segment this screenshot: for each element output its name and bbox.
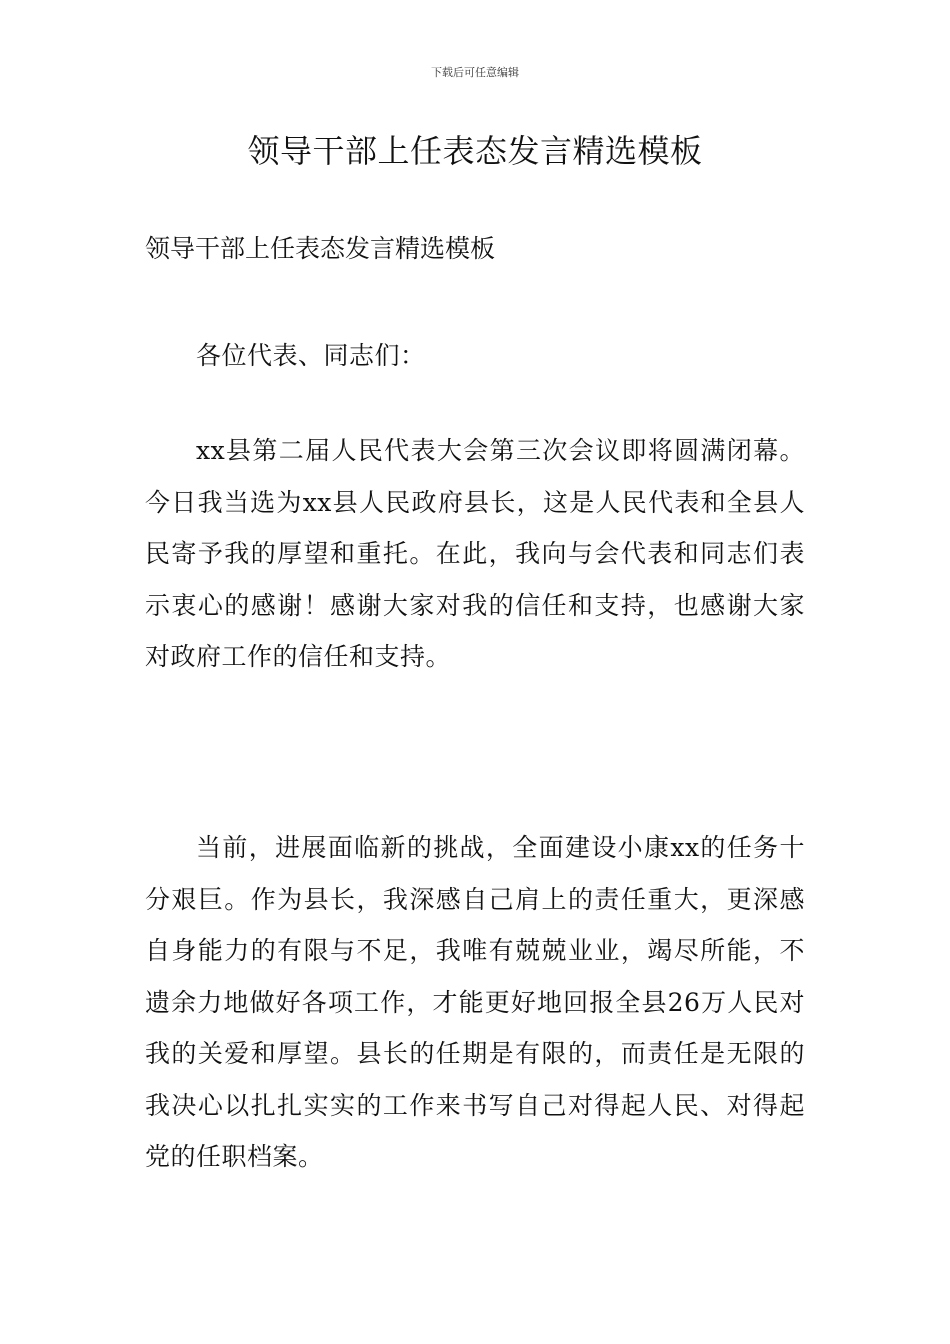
document-title: 领导干部上任表态发言精选模板 xyxy=(247,132,703,170)
document-subtitle: 领导干部上任表态发言精选模板 xyxy=(145,234,496,263)
body-paragraph-2: 当前，进展面临新的挑战，全面建设小康xx的任务十分艰巨。作为县长，我深感自己肩上的责任重大，更深感自身能力的有限与不足，我唯有兢兢业业，竭尽所能，不遗余力地做好各项工作，才能更好地回报全县26万人民对我的关爱和厚望。县长的任期是有限的，而责任是无限的我决心以扎扎实实的工作来书写自己对得起人民、对得起党的任职档案。 xyxy=(145,833,805,1171)
header-note: 下载后可任意编辑 xyxy=(431,66,519,79)
body-paragraph-1: xx县第二届人民代表大会第三次会议即将圆满闭幕。今日我当选为xx县人民政府县长，这是人民代表和全县人民寄予我的厚望和重托。在此，我向与会代表和同志们表示衷心的感谢！感谢大家对我的信任和支持，也感谢大家对政府工作的信任和支持。 xyxy=(145,436,805,671)
greeting-paragraph: 各位代表、同志们： xyxy=(196,341,426,370)
